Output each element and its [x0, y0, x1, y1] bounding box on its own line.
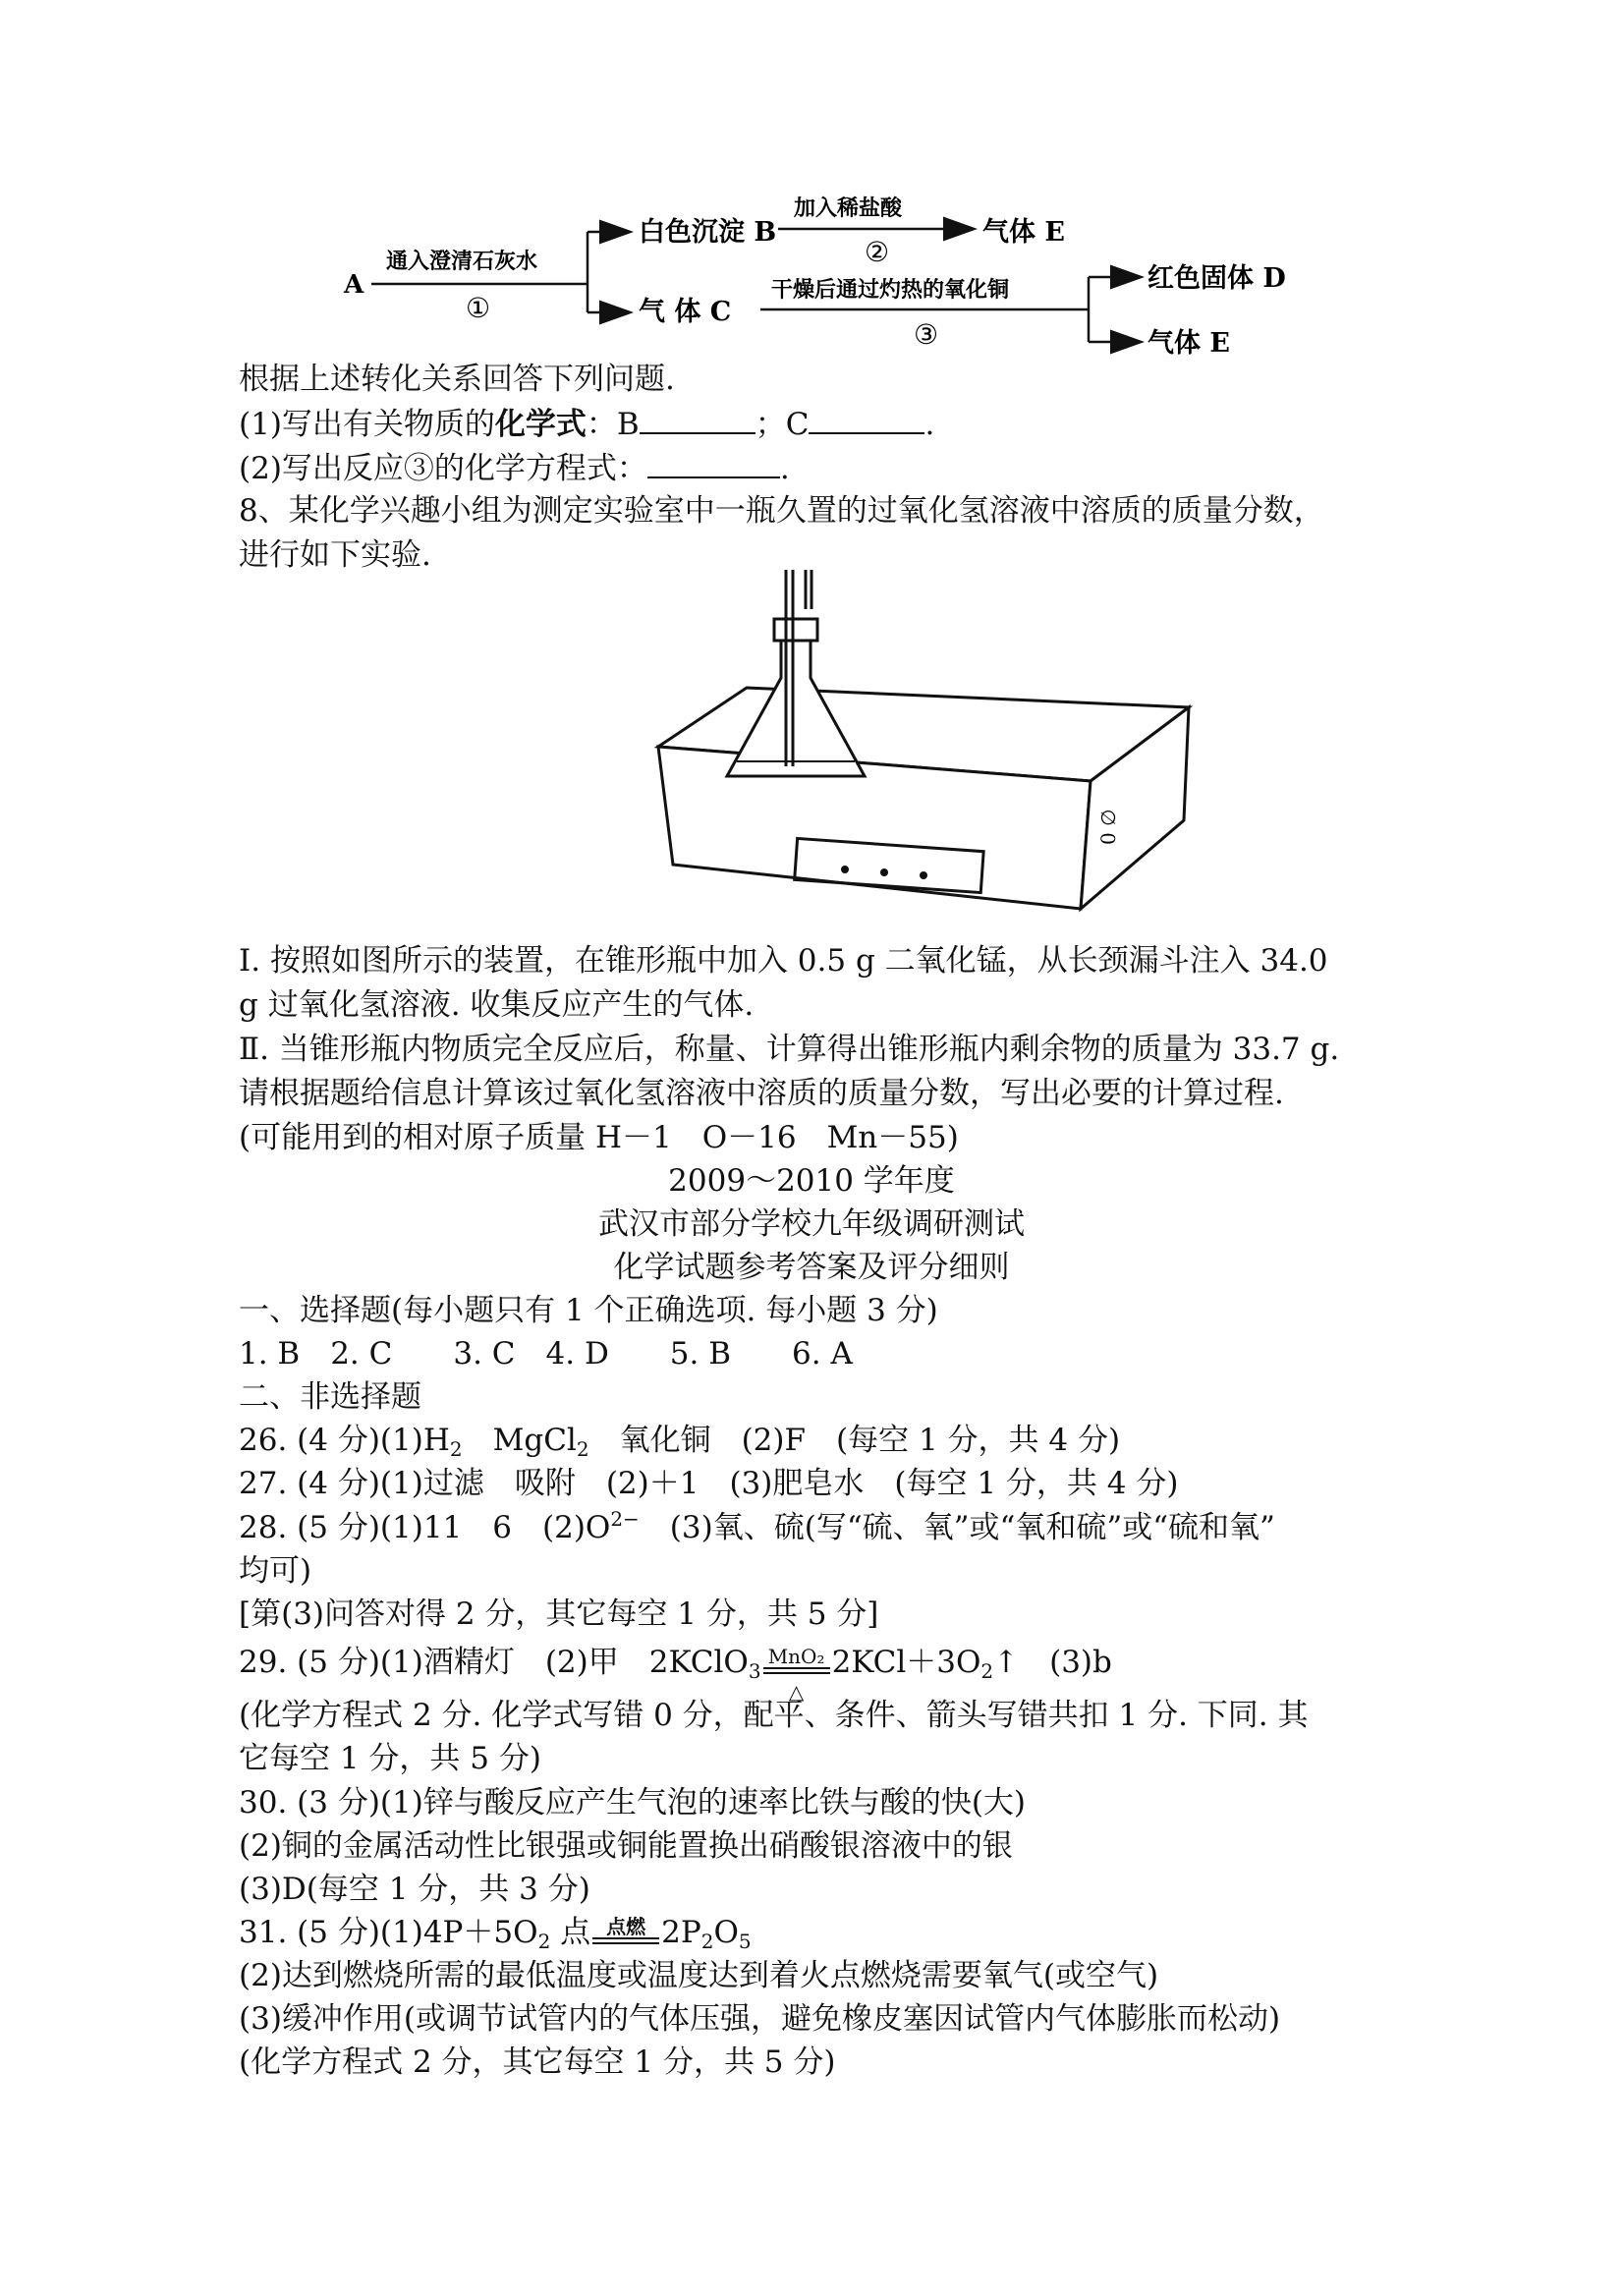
- apparatus-figure: [639, 570, 1228, 943]
- step1-number: ①: [466, 292, 491, 324]
- reaction-condition: MnO₂ △: [761, 1642, 832, 1683]
- step3-label: 干燥后通过灼热的氧化铜: [771, 277, 1010, 303]
- blank-equation[interactable]: [647, 447, 780, 478]
- node-red-solid: 红色固体 D: [1147, 263, 1286, 294]
- delivery-tube: [806, 570, 953, 609]
- answers-header-title: 武汉市部分学校九年级调研测试: [598, 1206, 1025, 1242]
- blank-b[interactable]: [640, 403, 756, 434]
- answer-29-note-a: (化学方程式 2 分. 化学式写错 0 分，配平、条件、箭头写错共扣 1 分. 下同. 其: [239, 1698, 1309, 1733]
- answer-31-b: (2)达到燃烧所需的最低温度或温度达到着火点燃烧需要氧气(或空气): [239, 1958, 1159, 1993]
- answer-29: 29. (5 分)(1)酒精灯 (2)甲 2KClO$_3$ MnO₂ △ $2KCl+3O_2↑$ (3)b: [239, 1642, 1112, 1683]
- step2-number: ②: [865, 236, 890, 268]
- answer-30-b: (2)铜的金属活动性比银强或铜能置换出硝酸银溶液中的银: [239, 1828, 1013, 1864]
- answer-26: 26. (4 分)$(1)H_2$ MgCl$_2$ 氧化铜 (2)F (每空 1 分，共 4 分): [239, 1423, 1121, 1461]
- q8-atomic-masses: (可能用到的相对原子质量 H－1 O－16 Mn－55): [239, 1120, 959, 1155]
- rubber-stopper: [774, 619, 817, 641]
- answer-29-note-b: 它每空 1 分，共 5 分): [239, 1741, 541, 1776]
- q8-line1: 8、某化学兴趣小组为测定实验室中一瓶久置的过氧化氢溶液中溶质的质量分数，: [239, 493, 1324, 529]
- q8-line2: 进行如下实验.: [239, 537, 431, 573]
- step1-label: 通入澄清石灰水: [386, 249, 538, 274]
- section-1-answers: 1. B 2. C 3. C 4. D 5. B 6. A: [239, 1336, 853, 1372]
- node-white-precipitate: 白色沉淀 B: [639, 217, 777, 248]
- q7-intro: 根据上述转化关系回答下列问题.: [239, 362, 675, 397]
- answers-header-subtitle: 化学试题参考答案及评分细则: [613, 1250, 1010, 1285]
- blank-c[interactable]: [809, 403, 924, 434]
- answer-28-cont: 均可): [239, 1553, 312, 1589]
- q8-step1-a: Ⅰ. 按照如图所示的装置，在锥形瓶中加入 0.5 g 二氧化锰，从长颈漏斗注入 34.0: [239, 943, 1328, 979]
- answer-28: 28. (5 分)(1)11 6 $(2)O^{2-}$ (3)氧、硫(写“硫、氧”或“氧和硫”或“硫和氧”: [239, 1507, 1275, 1545]
- q8-step2-a: Ⅱ. 当锥形瓶内物质完全反应后，称量、计算得出锥形瓶内剩余物的质量为 33.7 g.: [239, 1032, 1340, 1067]
- answer-30-c: (3)D(每空 1 分，共 3 分): [239, 1872, 590, 1907]
- q8-step2-b: 请根据题给信息计算该过氧化氢溶液中溶质的质量分数，写出必要的计算过程.: [239, 1076, 1284, 1111]
- node-a: A: [344, 270, 364, 300]
- conversion-diagram: [0, 0, 1623, 373]
- q7-part2: (2)写出反应③的化学方程式： .: [239, 447, 790, 489]
- answer-27: 27. (4 分)(1)过滤 吸附 (2)＋1 (3)肥皂水 (每空 1 分，共 4 分): [239, 1466, 1179, 1501]
- answer-31-d: (化学方程式 2 分，其它每空 1 分，共 5 分): [239, 2044, 836, 2080]
- node-gas-c: 气 体 C: [639, 297, 732, 327]
- step2-label: 加入稀盐酸: [794, 196, 903, 221]
- ignition-condition: 点燃: [590, 1912, 661, 1953]
- balance-side-label: 0 ∅: [1096, 809, 1120, 845]
- q8-step1-b: g 过氧化氢溶液. 收集反应产生的气体.: [239, 987, 755, 1023]
- section-1-title: 一、选择题(每小题只有 1 个正确选项. 每小题 3 分): [239, 1293, 938, 1328]
- answer-31: 31. (5 分)$(1)4P+5O_2$ 点 点燃 $2P_2O_5$: [239, 1912, 752, 1953]
- step3-number: ③: [914, 318, 939, 351]
- answer-31-c: (3)缓冲作用(或调节试管内的气体压强，避免橡皮塞因试管内气体膨胀而松动): [239, 2001, 1281, 2037]
- answers-header-year: 2009～2010 学年度: [668, 1163, 955, 1199]
- q7-part1: (1)写出有关物质的化学式：B ；C .: [239, 403, 934, 445]
- node-gas-e-bottom: 气体 E: [1147, 328, 1230, 359]
- section-2-title: 二、非选择题: [239, 1379, 421, 1415]
- node-gas-e-top: 气体 E: [982, 217, 1065, 248]
- answer-28-note: [第(3)问答对得 2 分，其它每空 1 分，共 5 分]: [239, 1596, 879, 1632]
- answer-30-a: 30. (3 分)(1)锌与酸反应产生气泡的速率比铁与酸的快(大): [239, 1785, 1027, 1820]
